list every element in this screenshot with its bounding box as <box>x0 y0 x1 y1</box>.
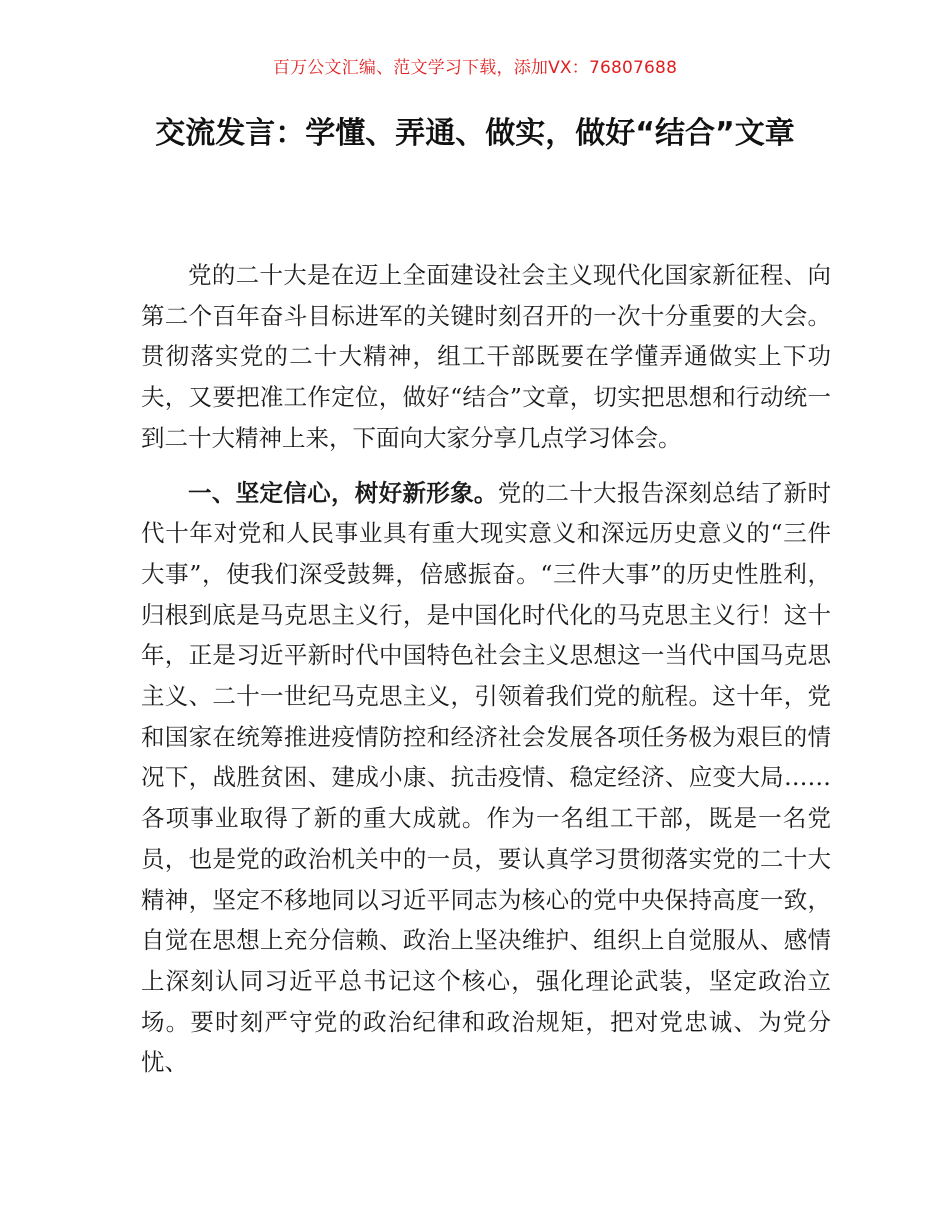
section-heading: 一、坚定信心，树好新形象。 <box>188 478 498 507</box>
paragraph-text: 党的二十大报告深刻总结了新时代十年对党和人民事业具有重大现实意义和深远历史意义的“三件大事”，使我们深受鼓舞，倍感振奋。“三件大事”的历史性胜利，归根到底是马克思主义行，是中国化时代化的马克思主义行！这十年，正是习近平新时代中国特色社会主义思想这一当代中国马克思主义、二十一世纪马克思主义，引领着我们党的航程。这十年，党和国家在统筹推进疫情防控和经济社会发展各项任务极为艰巨的情况下，战胜贫困、建成小康、抗击疫情、稳定经济、应变大局……各项事业取得了新的重大成就。作为一名组工干部，既是一名党员，也是党的政治机关中的一员，要认真学习贯彻落实党的二十大精神，坚定不移地同以习近平同志为核心的党中央保持高度一致，自觉在思想上充分信赖、政治上坚决维护、组织上自觉服从、感情上深刻认同习近平总书记这个核心，强化理论武装，坚定政治立场。要时刻严守党的政治纪律和政治规矩，把对党忠诚、为党分忧、 <box>141 478 831 1077</box>
paragraph-intro <box>141 255 831 459</box>
paragraph-text: 党的二十大是在迈上全面建设社会主义现代化国家新征程、向第二个百年奋斗目标进军的关键时刻召开的一次十分重要的大会。贯彻落实党的二十大精神，组工干部既要在学懂弄通做实上下功夫，又要把准工作定位，做好“结合”文章，切实把思想和行动统一到二十大精神上来，下面向大家分享几点学习体会。 <box>141 261 831 452</box>
paragraph-section-1 <box>141 473 831 1084</box>
document-title: 交流发言：学懂、弄通、做实，做好“结合”文章 <box>155 116 795 151</box>
header-note: 百万公文汇编、范文学习下载，添加VX：76807688 <box>272 58 678 78</box>
document-body <box>141 255 831 1083</box>
